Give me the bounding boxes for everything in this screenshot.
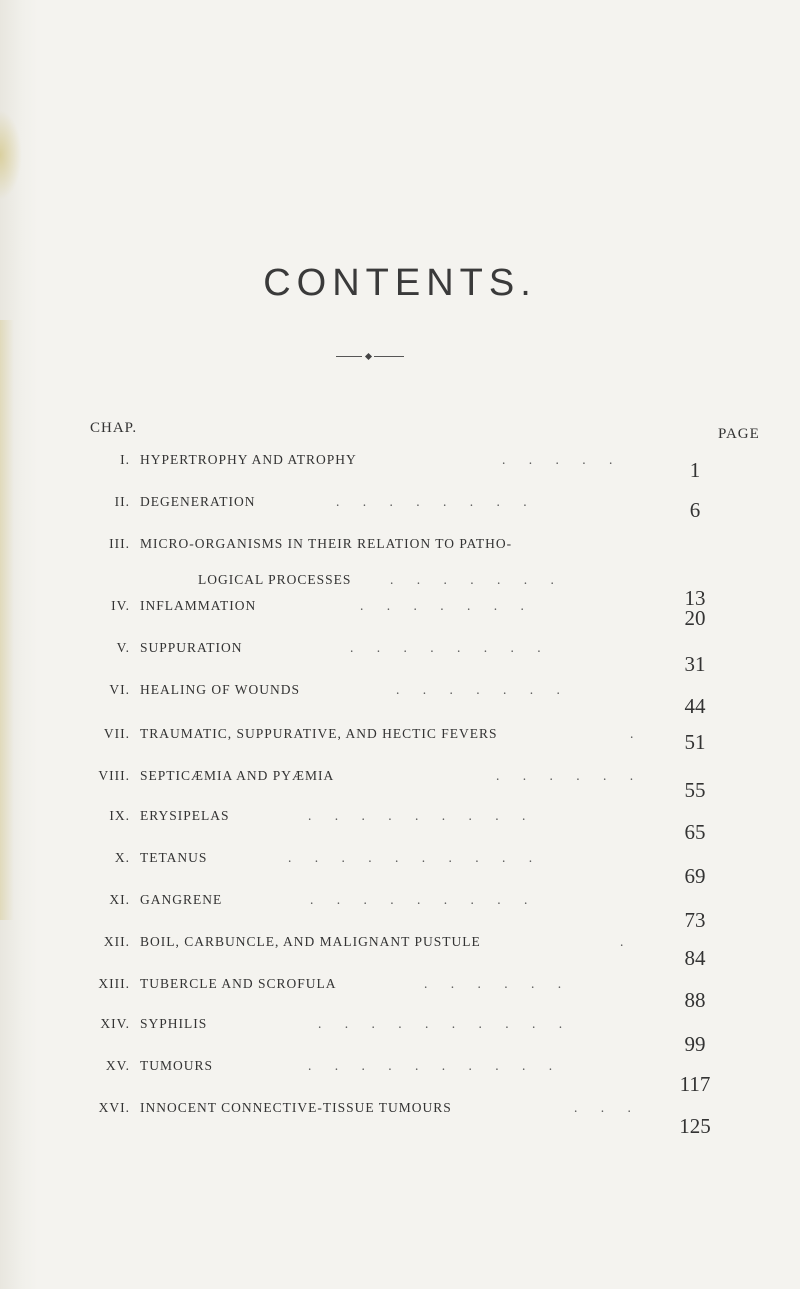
page-title: CONTENTS. — [263, 262, 537, 304]
page-number: 6 — [689, 498, 701, 522]
chapter-number: III. — [109, 536, 130, 551]
leader-dots: . . . . . . . — [396, 682, 570, 697]
leader-dots: . . . . . — [502, 452, 623, 467]
chapter-title: BOIL, CARBUNCLE, AND MALIGNANT PUSTULE — [140, 934, 481, 949]
chapter-title: INFLAMMATION — [140, 598, 257, 613]
chapter-number: IX. — [109, 808, 130, 823]
chapter-number: VII. — [103, 726, 130, 741]
toc-entry[interactable] — [90, 1016, 720, 1056]
page-number: 69 — [684, 864, 706, 888]
chapter-title: HEALING OF WOUNDS — [140, 682, 300, 697]
chapter-number: XV. — [105, 1058, 130, 1073]
leader-dots: . . . . . . . . . . — [288, 850, 543, 865]
toc-entry[interactable] — [90, 1100, 720, 1140]
page-number: 99 — [684, 1032, 706, 1056]
page-number: 65 — [684, 820, 706, 844]
chapter-title: TUMOURS — [140, 1058, 214, 1073]
chapter-number: XIII. — [98, 976, 130, 991]
toc-entry[interactable] — [90, 1058, 720, 1098]
leader-dots: . . . . . . . . — [336, 494, 537, 509]
leader-dots: . . . . . . . — [360, 598, 534, 613]
chapter-title: TRAUMATIC, SUPPURATIVE, AND HECTIC FEVERS — [140, 726, 498, 741]
page-number: 1 — [689, 458, 701, 482]
toc-entry[interactable] — [90, 850, 720, 890]
page-number: 31 — [684, 652, 706, 676]
chapter-title: SYPHILIS — [140, 1016, 208, 1031]
chapter-number: II. — [114, 494, 130, 509]
chapter-number: XVI. — [98, 1100, 130, 1115]
chapter-number: VIII. — [98, 768, 130, 783]
chapter-number: X. — [114, 850, 130, 865]
toc-entry[interactable] — [90, 808, 720, 848]
chapter-title-continuation: LOGICAL PROCESSES — [198, 572, 352, 587]
page-number: 20 — [684, 606, 706, 630]
chapter-number: XI. — [109, 892, 130, 907]
toc-entry[interactable] — [90, 892, 720, 932]
leader-dots: . . . . . . . . . — [308, 808, 536, 823]
chapter-title: SEPTICÆMIA AND PYÆMIA — [140, 768, 335, 783]
chapter-number: VI. — [109, 682, 130, 697]
leader-dots: . . . — [574, 1100, 641, 1115]
chapter-title: HYPERTROPHY AND ATROPHY — [140, 452, 357, 467]
page-number: 73 — [684, 908, 706, 932]
toc-entry[interactable] — [90, 768, 720, 808]
chapter-title: TETANUS — [140, 850, 208, 865]
leader-dots: . — [630, 726, 644, 741]
chapter-title: GANGRENE — [140, 892, 223, 907]
page-number: 13 — [684, 586, 706, 610]
page-number: 55 — [684, 778, 706, 802]
paper-stain-margin — [0, 320, 14, 920]
title-ornament — [336, 354, 404, 360]
leader-dots: . . . . . . — [424, 976, 572, 991]
toc-entry[interactable] — [90, 726, 720, 766]
chapter-number: XII. — [103, 934, 130, 949]
leader-dots: . . . . . . . . . — [310, 892, 538, 907]
toc-entry[interactable] — [90, 682, 720, 722]
toc-entry[interactable] — [90, 494, 720, 534]
page-number: 84 — [684, 946, 706, 970]
chapter-title: SUPPURATION — [140, 640, 243, 655]
chapter-title: INNOCENT CONNECTIVE-TISSUE TUMOURS — [140, 1100, 452, 1115]
leader-dots: . . . . . . . . — [350, 640, 551, 655]
toc-entry[interactable] — [90, 934, 720, 974]
leader-dots: . . . . . . — [496, 768, 644, 783]
chapter-number: IV. — [111, 598, 130, 613]
chapter-title: ERYSIPELAS — [140, 808, 230, 823]
chapter-title: MICRO-ORGANISMS IN THEIR RELATION TO PATHO- — [140, 536, 513, 551]
page-number: 44 — [684, 694, 706, 718]
toc-entry[interactable] — [90, 976, 720, 1016]
page-number: 51 — [684, 730, 706, 754]
leader-dots: . . . . . . . . . . — [308, 1058, 563, 1073]
leader-dots: . . . . . . . — [390, 572, 564, 587]
chapter-column-header: CHAP. — [90, 420, 138, 436]
chapter-title: TUBERCLE AND SCROFULA — [140, 976, 337, 991]
paper-stain — [0, 110, 22, 200]
page-number: 88 — [684, 988, 706, 1012]
chapter-number: XIV. — [100, 1016, 130, 1031]
chapter-number: I. — [120, 452, 130, 467]
chapter-title: DEGENERATION — [140, 494, 256, 509]
leader-dots: . . . . . . . . . . — [318, 1016, 573, 1031]
leader-dots: . — [620, 934, 634, 949]
toc-entry[interactable] — [90, 598, 720, 638]
chapter-number: V. — [116, 640, 130, 655]
toc-entry[interactable] — [90, 640, 720, 680]
toc-entry[interactable] — [90, 452, 720, 492]
page-column-header: PAGE — [718, 426, 760, 442]
page-number: 125 — [679, 1114, 711, 1138]
page-number: 117 — [679, 1072, 711, 1096]
